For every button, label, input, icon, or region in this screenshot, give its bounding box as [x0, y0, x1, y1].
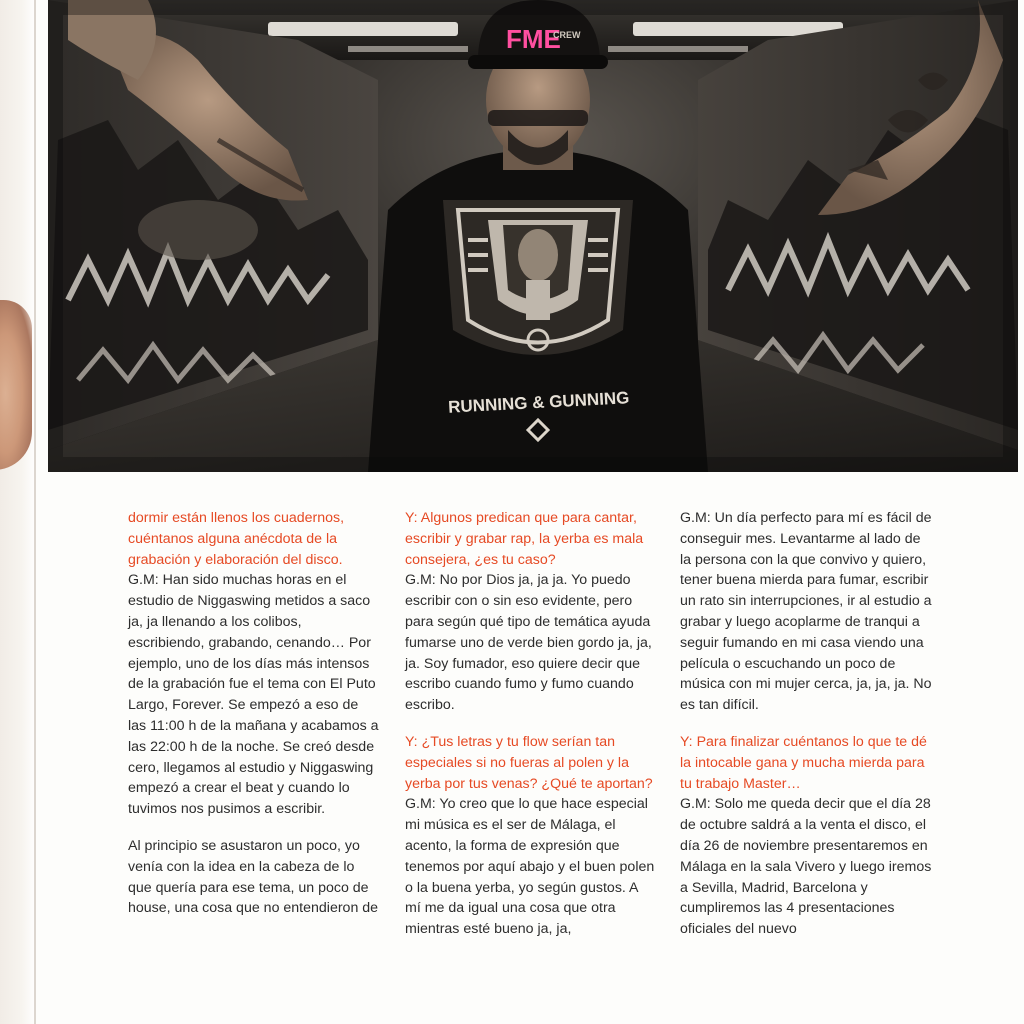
answer-text: G.M: Un día perfecto para mí es fácil de conseguir mes. Levantarme al lado de la persona con la que convivo y quiero, tener buena mierda para fumar, escribir un rato sin interrupciones, ir al estudio a grabar y luego acoplarme de tranqui a seguir fumando en mi casa viendo una película o escuchando un poco de música con mi mujer cerca, ja, ja, ja. No es tan difícil. [680, 510, 932, 714]
interview-photo-illustration [48, 0, 1018, 472]
answer-text: G.M: Yo creo que lo que hace especial mi música es el ser de Málaga, el acento, la forma de expresión que tenemos por aquí abajo y el buen polen o la buena yerba, yo según gustos. A mí me da igual una cosa que otra mientras esté bueno ja, ja, [405, 796, 655, 938]
answer-text: Al principio se asustaron un poco, yo venía con la idea en la cabeza de lo que quería para ese tema, un poco de house, una cosa que no entendieron de [128, 837, 379, 917]
question-text: Y: Algunos predican que para cantar, escribir y grabar rap, la yerba es mala consejera, ¿es tu caso? [405, 510, 644, 568]
page-divider [34, 0, 36, 1024]
shirt-text: RUNNING & GUNNING [447, 388, 630, 417]
text-column-3 [680, 508, 932, 956]
previous-page-photo-fragment [0, 300, 32, 470]
question-text: dormir están llenos los cuadernos, cuéntanos alguna anécdota de la grabación y elaboración del disco. [128, 510, 345, 568]
question-text: Y: ¿Tus letras y tu flow serían tan especiales si no fueras al polen y la yerba por tus venas? ¿Qué te aportan? [405, 733, 653, 792]
previous-page-edge [0, 0, 36, 1024]
question-text: Y: Para finalizar cuéntanos lo que te dé la intocable gana y mucha mierda para tu trabajo Master… [680, 733, 927, 792]
interview-photo [48, 0, 1018, 472]
text-column-2 [405, 508, 657, 956]
cap-logo-text: FME [506, 24, 561, 54]
answer-text: G.M: No por Dios ja, ja ja. Yo puedo escribir con o sin eso evidente, pero para según qué tipo de temática ayuda fumarse uno de verde bien gordo ja, ja, ja. Soy fumador, eso quiere decir que escribo cuando fumo y fumo cuando escribo. [405, 572, 652, 714]
answer-text: G.M: Han sido muchas horas en el estudio de Niggaswing metidos a saco ja, ja llenando a los colibos, escribiendo, grabando, cenando… Por ejemplo, uno de los días más intensos de la grabación fue el tema con El Puto Largo, Forever. Se empezó a eso de las 11:00 h de la mañana y acabamos a las 22:00 h de la noche. Se creó desde cero, llegamos al estudio y Niggaswing empezó a crear el beat y cuando lo tuvimos nos pusimos a escribir. [128, 572, 379, 818]
text-column-1 [128, 508, 380, 935]
answer-text: G.M: Solo me queda decir que el día 28 de octubre saldrá a la venta el disco, el día 26 de noviembre presentaremos en Málaga en la sala Vivero y luego iremos a Sevilla, Madrid, Barcelona y cumpliremos las 4 presentaciones oficiales del nuevo [680, 796, 932, 938]
cap-side-text: CREW [553, 30, 581, 40]
